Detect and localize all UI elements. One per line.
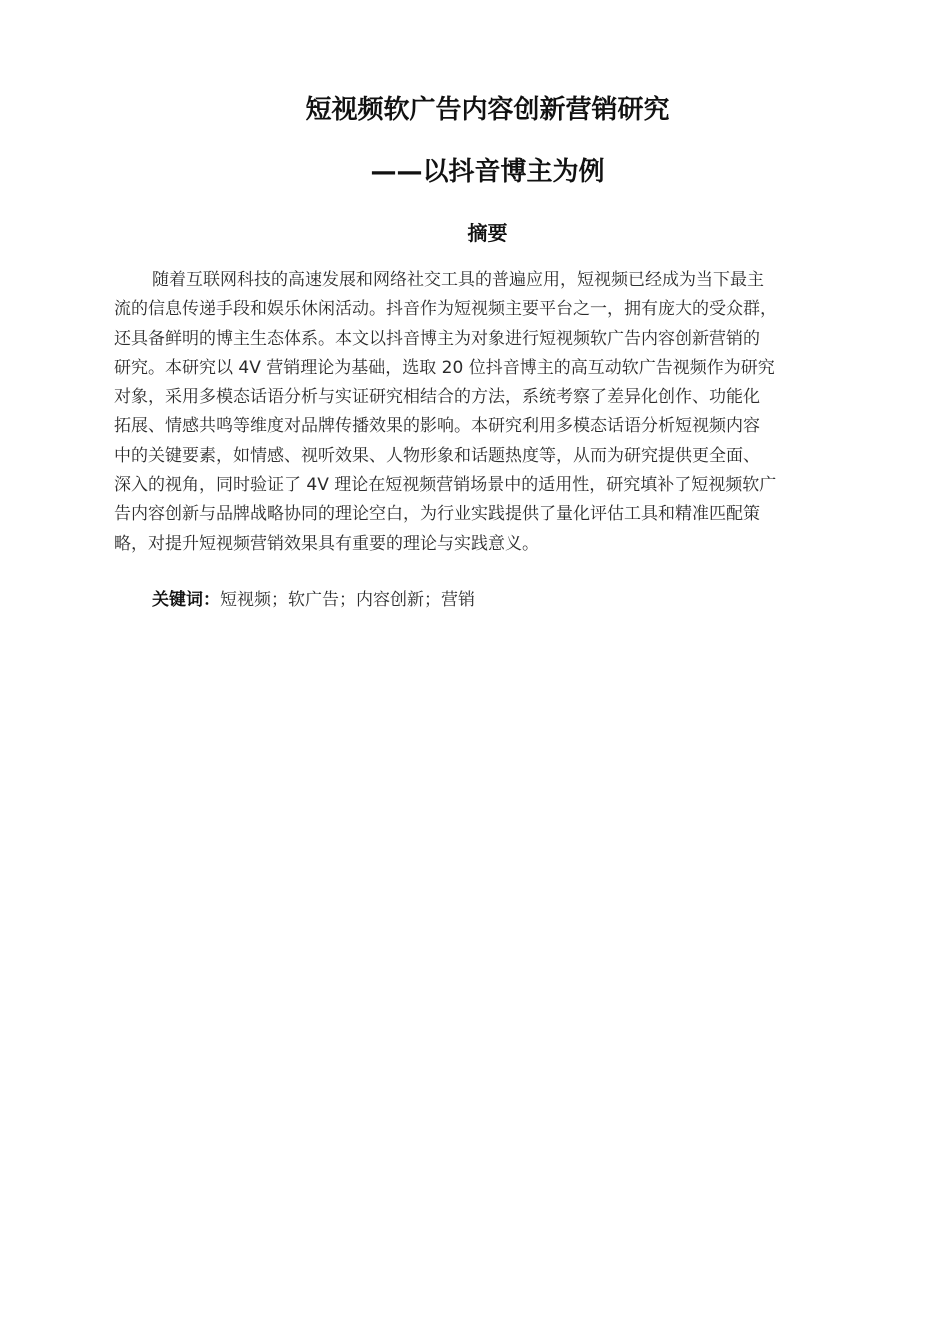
abstract-line: 告内容创新与品牌战略协同的理论空白，为行业实践提供了量化评估工具和精准匹配策 [114,504,760,525]
abstract-line: 中的关键要素，如情感、视听效果、人物形象和话题热度等，从而为研究提供更全面、 [114,445,760,466]
abstract-line: 流的信息传递手段和娱乐休闲活动。抖音作为短视频主要平台之一，拥有庞大的受众群， [114,299,777,320]
abstract-line: 略，对提升短视频营销效果具有重要的理论与实践意义。 [114,533,539,554]
keywords-label: 关键词： [152,590,220,610]
page-title: 短视频软广告内容创新营销研究 [305,95,670,125]
abstract-line: 还具备鲜明的博主生态体系。本文以抖音博主为对象进行短视频软广告内容创新营销的 [114,328,760,349]
abstract-heading: 摘要 [467,221,508,245]
keywords-line [152,586,475,615]
keywords-values: 短视频；软广告；内容创新；营销 [220,590,475,610]
abstract-line: 拓展、情感共鸣等维度对品牌传播效果的影响。本研究利用多模态话语分析短视频内容 [114,416,760,437]
abstract-line: 随着互联网科技的高速发展和网络社交工具的普遍应用，短视频已经成为当下最主 [152,270,764,290]
page-subtitle: ——以抖音博主为例 [370,157,605,187]
abstract-line: 对象，采用多模态话语分析与实证研究相结合的方法，系统考察了差异化创作、功能化 [114,387,760,408]
abstract-body [114,266,874,559]
abstract-line: 研究。本研究以 4V 营销理论为基础，选取 20 位抖音博主的高互动软广告视频作为研究 [114,357,775,378]
abstract-line: 深入的视角，同时验证了 4V 理论在短视频营销场景中的适用性，研究填补了短视频软广 [114,475,777,496]
